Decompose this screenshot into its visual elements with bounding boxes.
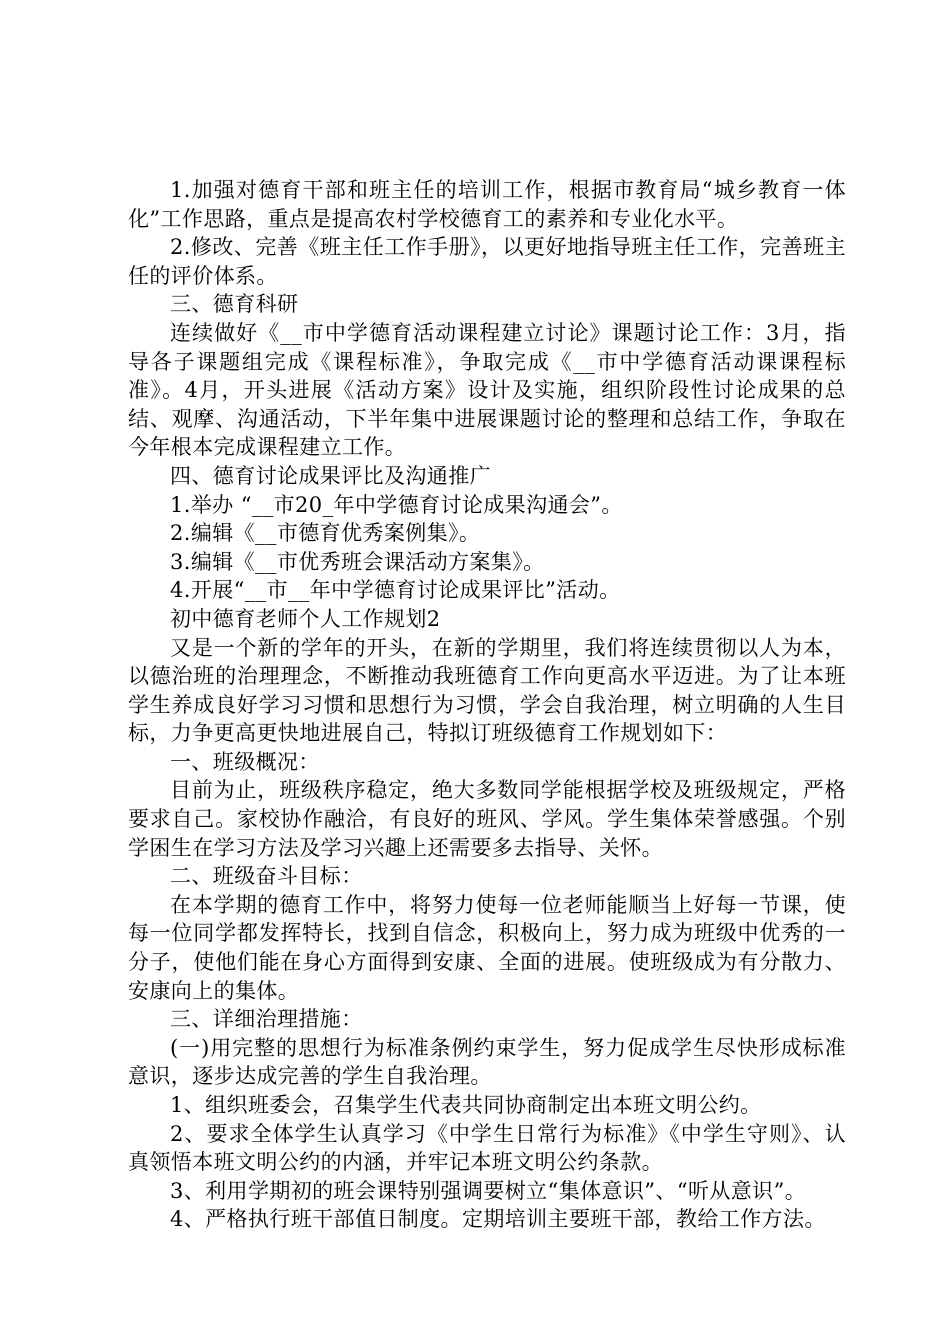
paragraph-1: 1.加强对德育干部和班主任的培训工作，根据市教育局“城乡教育一体化”工作思路，重点是提高农村学校德育工的素养和专业化水平。: [128, 178, 846, 231]
paragraph-13: 目前为止，班级秩序稳定，绝大多数同学能根据学校及班级规定，严格要求自己。家校协作融洽，有良好的班风、学风。学生集体荣誉感强。个别学困生在学习方法及学习兴趣上还需要多去指导、关怀。: [128, 778, 846, 860]
paragraph-4: 连续做好《__市中学德育活动课程建立讨论》课题讨论工作：3月，指导各子课题组完成《课程标准》，争取完成《__市中学德育活动课课程标准》。4月，开头进展《活动方案》设计及实施，组织阶段性讨论成果的总结、观摩、沟通活动，下半年集中进展课题讨论的整理和总结工作，争取在今年根本完成课程建立工作。: [128, 320, 846, 460]
section-heading-goals: 二、班级奋斗目标：: [170, 864, 363, 889]
paragraph-20: 3、利用学期初的班会课特别强调要树立“集体意识”、“听从意识”。: [170, 1178, 807, 1203]
paragraph-18: 1、组织班委会，召集学生代表共同协商制定出本班文明公约。: [170, 1093, 762, 1117]
paragraph-7: 2.编辑《__市德育优秀案例集》。: [170, 521, 481, 546]
paragraph-15: 在本学期的德育工作中，将努力使每一位老师能顺当上好每一节课，使每一位同学都发挥特长，找到自信念，积极向上，努力成为班级中优秀的一分子，使他们能在身心方面得到安康、全面的进展。使班级成为有分散力、安康向上的集体。: [128, 892, 846, 1003]
paragraph-6: 1.举办 “__市20_年中学德育讨论成果沟通会”。: [170, 492, 623, 517]
paragraph-8: 3.编辑《__市优秀班会课活动方案集》。: [170, 549, 545, 574]
document-subtitle: 初中德育老师个人工作规划2: [170, 606, 441, 631]
paragraph-19: 2、要求全体学生认真学习《中学生日常行为标准》《中学生守则》、认真领悟本班文明公约的内涵，并牢记本班文明公约条款。: [128, 1121, 846, 1175]
section-heading-evaluation: 四、德育讨论成果评比及沟通推广: [170, 463, 491, 488]
paragraph-11: 又是一个新的学年的开头，在新的学期里，我们将连续贯彻以人为本，以德治班的治理理念，不断推动我班德育工作向更高水平迈进。为了让本班学生养成良好学习习惯和思想行为习惯，学会自我治理，树立明确的人生目标，力争更高更快地进展自己，特拟订班级德育工作规划如下：: [128, 635, 846, 746]
paragraph-21: 4、严格执行班干部值日制度。定期培训主要班干部，教给工作方法。: [170, 1207, 826, 1232]
paragraph-2: 2.修改、完善《班主任工作手册》，以更好地指导班主任工作，完善班主任的评价体系。: [128, 235, 846, 288]
section-heading-measures: 三、详细治理措施：: [170, 1007, 363, 1032]
paragraph-9: 4.开展“__市__年中学德育讨论成果评比”活动。: [170, 578, 621, 603]
section-heading-overview: 一、班级概况：: [170, 749, 320, 774]
paragraph-17: (一)用完整的思想行为标准条例约束学生，努力促成学生尽快形成标准意识，逐步达成完善的学生自我治理。: [128, 1035, 846, 1089]
document-page: [128, 176, 846, 1234]
section-heading-research: 三、德育科研: [170, 292, 299, 317]
